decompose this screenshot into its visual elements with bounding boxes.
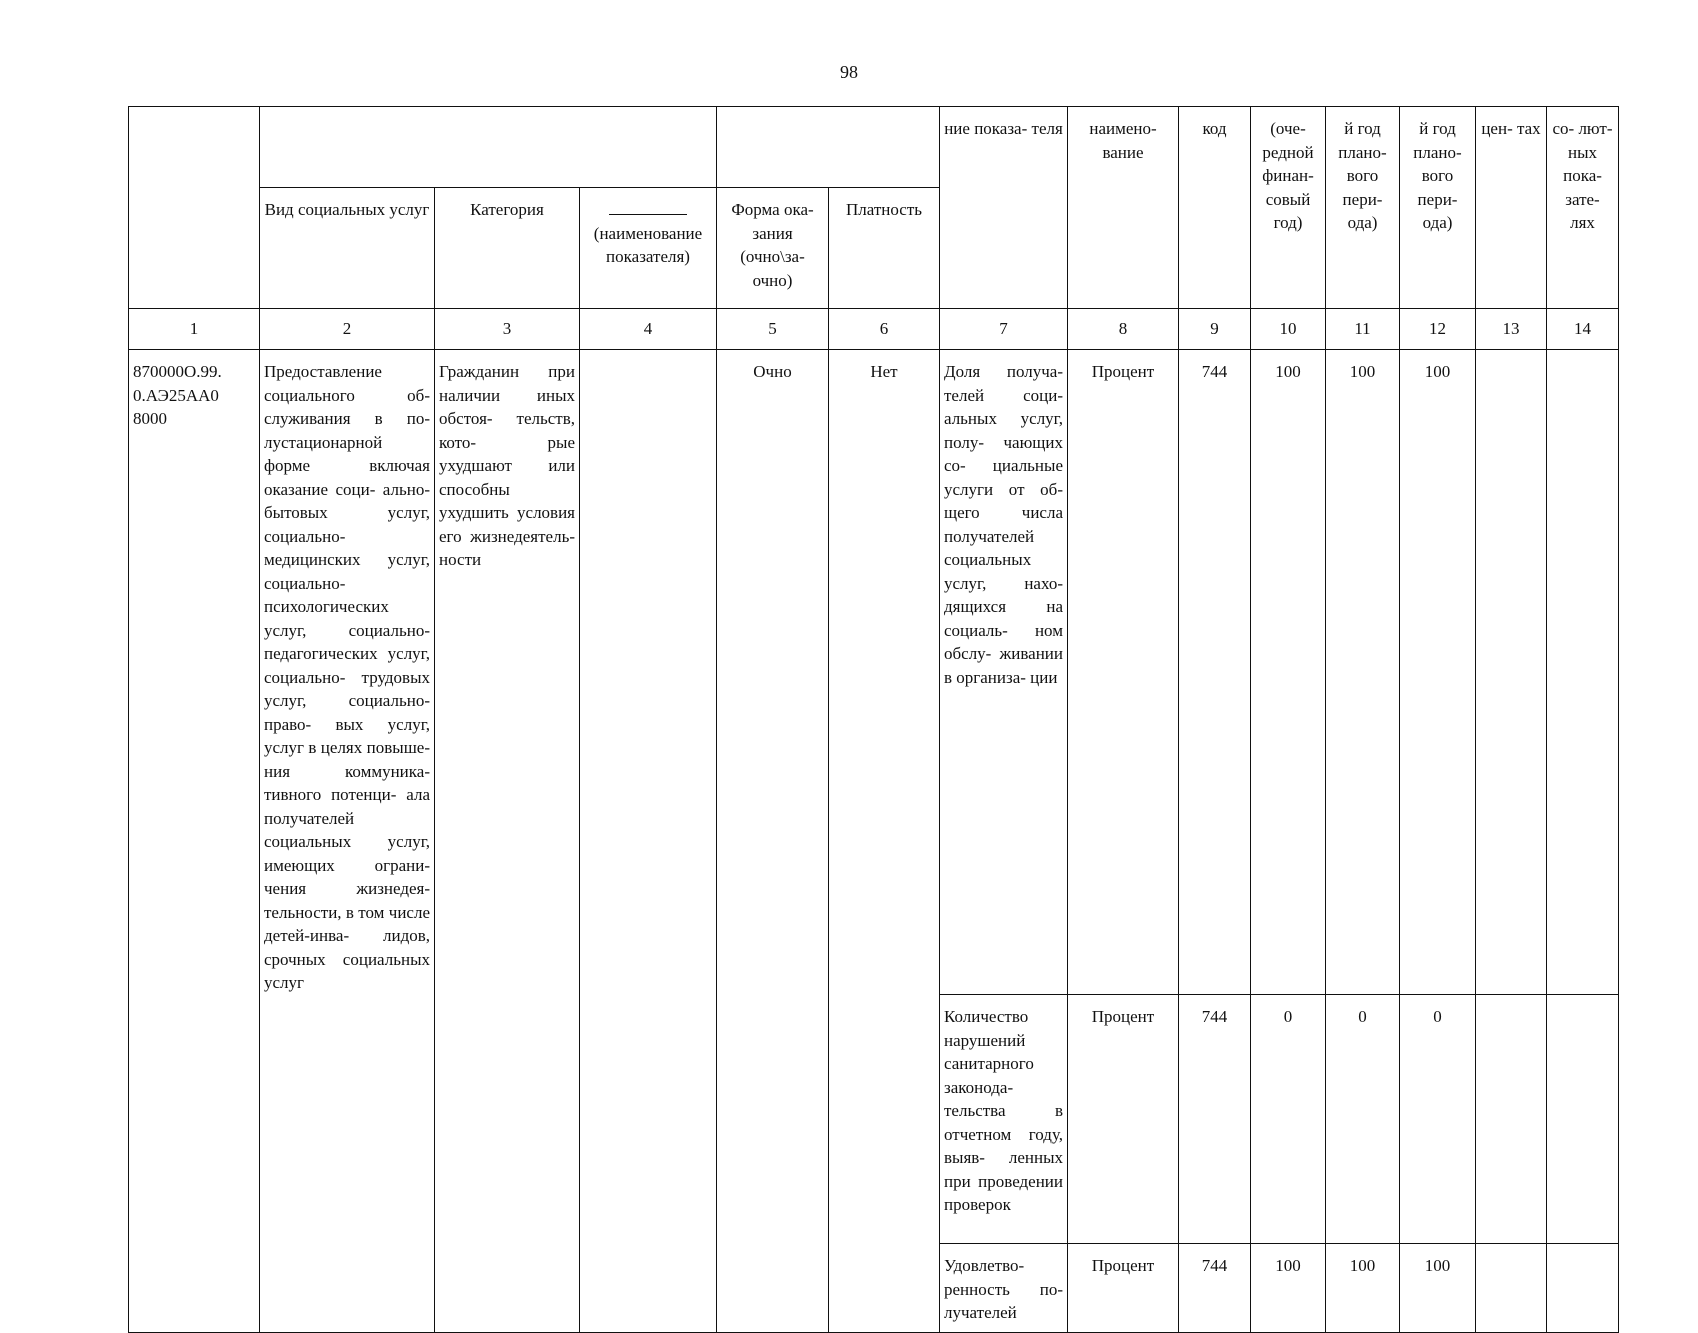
value-plan-year-1: 0 — [1326, 995, 1400, 1244]
table-row — [129, 350, 1619, 995]
registry-code-continued — [129, 995, 260, 1244]
service-type-continued — [260, 1244, 435, 1333]
indicator-unit: Процент — [1068, 350, 1179, 995]
column-number: 13 — [1476, 309, 1547, 350]
column-number: 2 — [260, 309, 435, 350]
header-cell-14: со- лют- ных пока- зате- лях — [1547, 107, 1619, 309]
column-number: 8 — [1068, 309, 1179, 350]
column-number: 9 — [1179, 309, 1251, 350]
payment-type-continued — [829, 1244, 940, 1333]
indicator-code: 744 — [1179, 1244, 1251, 1333]
value-plan-year-1: 100 — [1326, 350, 1400, 995]
column-number: 4 — [580, 309, 717, 350]
indicator-unit: Процент — [1068, 1244, 1179, 1333]
column-number: 12 — [1400, 309, 1476, 350]
column-number: 3 — [435, 309, 580, 350]
recipient-category: Гражданин при наличии иных обстоя- тельств, кото- рые ухудшают или способны ухудшить условия его жизнедеятель- ности — [435, 350, 580, 995]
form-of-provision: Очно — [717, 350, 829, 995]
indicator-code: 744 — [1179, 995, 1251, 1244]
deviation-percent — [1476, 350, 1547, 995]
content-indicator-continued — [580, 1244, 717, 1333]
column-number: 11 — [1326, 309, 1400, 350]
header-cell-5: Форма ока- зания (очно\за- очно) — [717, 188, 829, 309]
value-current-year: 100 — [1251, 350, 1326, 995]
indicator-code: 744 — [1179, 350, 1251, 995]
header-cell-6: Платность — [829, 188, 940, 309]
column-number: 14 — [1547, 309, 1619, 350]
column-number: 1 — [129, 309, 260, 350]
header-cell-7: ние показа- теля — [940, 107, 1068, 309]
column-number: 6 — [829, 309, 940, 350]
header-group-content — [260, 107, 717, 188]
indicator-unit: Процент — [1068, 995, 1179, 1244]
header-cell-8: наимено- вание — [1068, 107, 1179, 309]
recipient-category-continued — [435, 995, 580, 1244]
blank-underline — [609, 198, 687, 215]
recipient-category-continued — [435, 1244, 580, 1333]
header-cell-13: цен- тах — [1476, 107, 1547, 309]
header-group-conditions — [717, 107, 940, 188]
header-cell-11: й год плано- вого пери- ода) — [1326, 107, 1400, 309]
registry-code: 870000О.99. 0.АЭ25АА0 8000 — [129, 350, 260, 995]
service-indicators-table — [128, 106, 1619, 1333]
deviation-absolute — [1547, 995, 1619, 1244]
content-indicator-continued — [580, 995, 717, 1244]
header-cell-4-label: (наименование показателя) — [593, 223, 703, 266]
form-of-provision-continued — [717, 1244, 829, 1333]
payment-type-continued — [829, 995, 940, 1244]
header-fragment-row — [129, 107, 1619, 188]
header-cell-4 — [580, 188, 717, 309]
deviation-percent — [1476, 1244, 1547, 1333]
table-row — [129, 1244, 1619, 1333]
header-cell-2: Вид социальных услуг — [260, 188, 435, 309]
content-indicator — [580, 350, 717, 995]
page-number: 98 — [840, 62, 858, 82]
deviation-absolute — [1547, 350, 1619, 995]
indicator-name: Удовлетво- ренность по- лучателей — [940, 1244, 1068, 1333]
header-cell-3: Категория — [435, 188, 580, 309]
header-cell-1 — [129, 107, 260, 309]
service-type: Предоставление социального об- служивания в по- лустационарной форме включая оказание соци- ально-бытовых услуг, социально- медицинских услуг, социально- психологических услуг, социально- педагогических услуг, социально- трудовых услуг, социально-право- вых услуг, услуг в целях повыше- ния коммуника- тивного потенци- ала получателей социальных услуг, имеющих ограни- чения жизнедея- тельности, в том числе детей-инва- лидов, срочных социальных услуг — [260, 350, 435, 995]
registry-code-continued — [129, 1244, 260, 1333]
column-number: 10 — [1251, 309, 1326, 350]
value-plan-year-2: 100 — [1400, 1244, 1476, 1333]
payment-type: Нет — [829, 350, 940, 995]
column-number: 7 — [940, 309, 1068, 350]
service-type-continued — [260, 995, 435, 1244]
value-plan-year-2: 100 — [1400, 350, 1476, 995]
column-number-row — [129, 309, 1619, 350]
value-current-year: 0 — [1251, 995, 1326, 1244]
deviation-absolute — [1547, 1244, 1619, 1333]
indicator-name: Доля получа- телей соци- альных услуг, полу- чающих со- циальные услуги от об- щего числа получателей социальных услуг, нахо- дящихся на социаль- ном обслу- живании в организа- ции — [940, 350, 1068, 995]
value-current-year: 100 — [1251, 1244, 1326, 1333]
column-number: 5 — [717, 309, 829, 350]
header-cell-12: й год плано- вого пери- ода) — [1400, 107, 1476, 309]
value-plan-year-1: 100 — [1326, 1244, 1400, 1333]
deviation-percent — [1476, 995, 1547, 1244]
table-row — [129, 995, 1619, 1244]
header-cell-9: код — [1179, 107, 1251, 309]
indicator-name: Количество нарушений санитарного законода- тельства в отчетном году, выяв- ленных при проведении проверок — [940, 995, 1068, 1244]
value-plan-year-2: 0 — [1400, 995, 1476, 1244]
header-cell-10: (оче- редной финан- совый год) — [1251, 107, 1326, 309]
form-of-provision-continued — [717, 995, 829, 1244]
